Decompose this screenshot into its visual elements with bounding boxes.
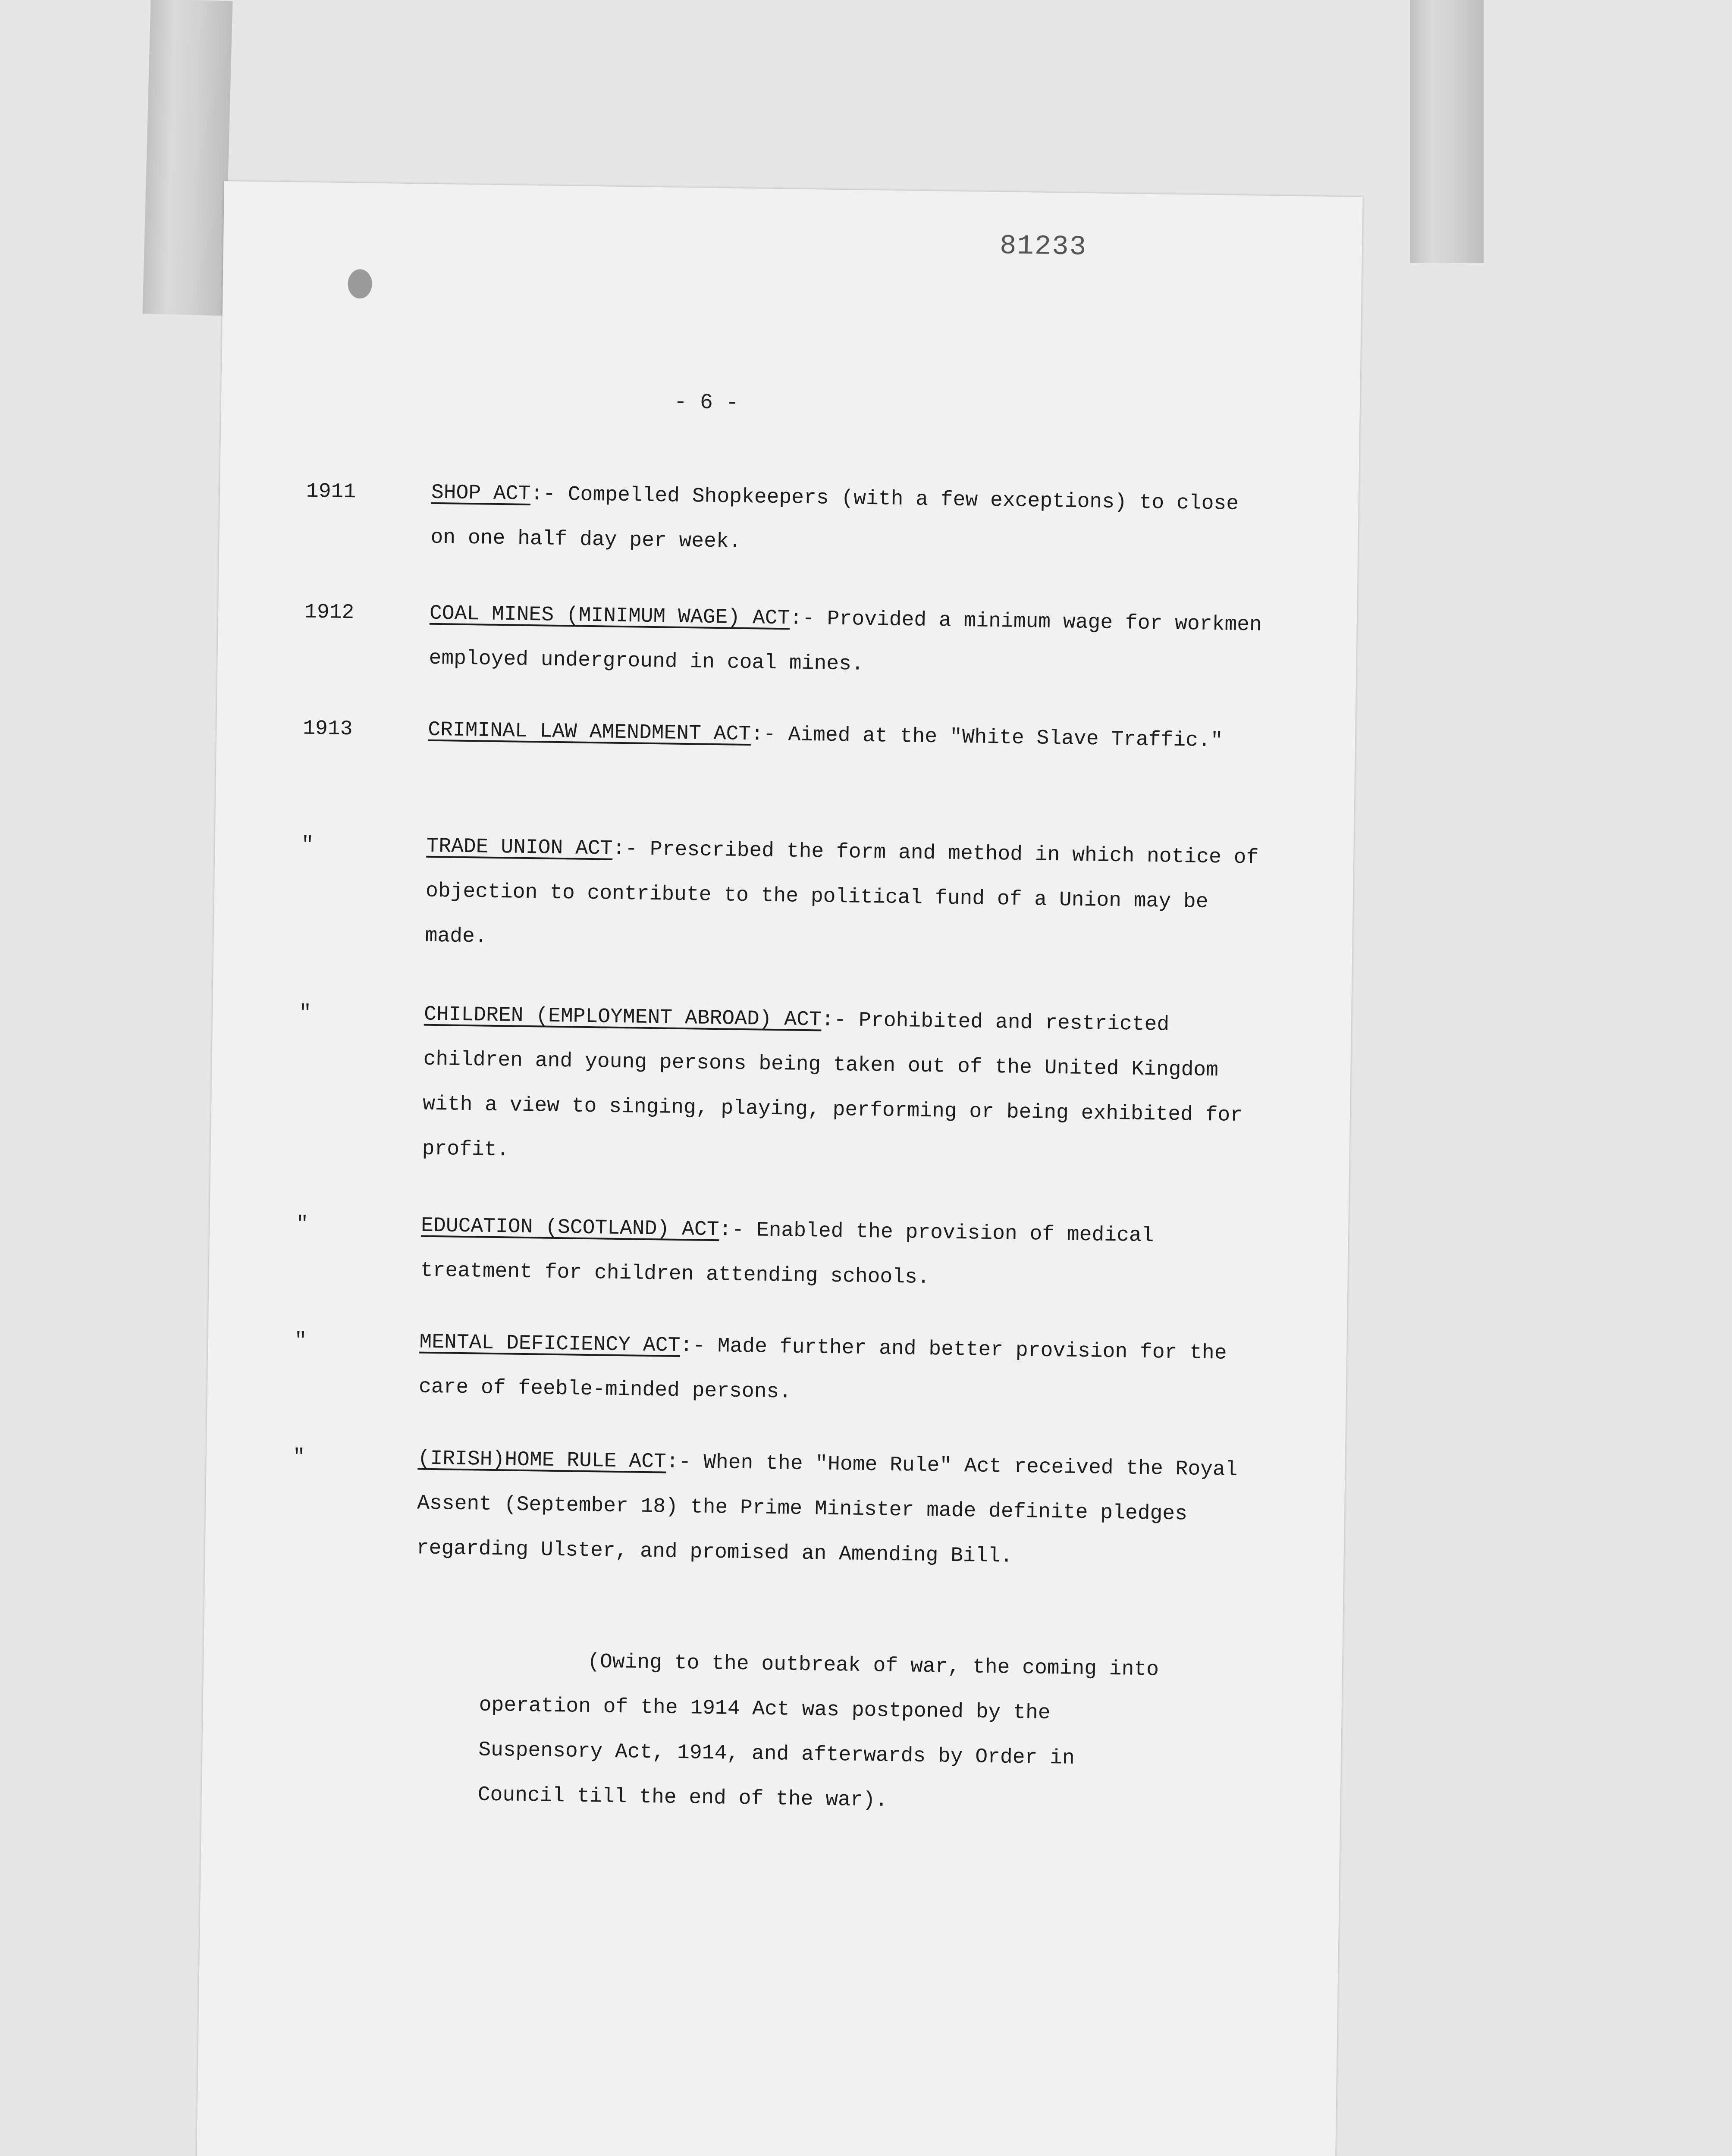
entry-body [425,824,1268,970]
page-number: - 6 - [674,390,739,416]
act-title: EDUCATION (SCOTLAND) ACT [420,1214,719,1242]
document-number: 81233 [999,231,1087,263]
act-entry [210,1212,1349,1290]
entry-body [416,1436,1259,1583]
act-title: CRIMINAL LAW AMENDMENT ACT [427,718,751,746]
entry-year: " [292,1445,305,1469]
act-description: :- Made further and better provision for the care of feeble-minded persons. [418,1334,1227,1404]
entry-body [430,470,1273,572]
act-description: :- Prohibited and restricted children and young persons being taken out of the United Kingdom with a view to singing, playing, performing or being exhibited for profit. [422,1008,1243,1162]
act-description: :- Aimed at the "White Slave Traffic." [750,723,1223,753]
act-description: :- Enabled the provision of medical treatment for children attending schools. [420,1218,1154,1290]
act-title: (IRISH)HOME RULE ACT [417,1447,667,1474]
act-title: CHILDREN (EMPLOYMENT ABROAD) ACT [424,1003,822,1032]
war-note-text: (Owing to the outbreak of war, the coming into operation of the 1914 Act was postponed by the Suspensory Act, 1914, and afterwards by Order in Council till the end of the war). [477,1650,1159,1812]
act-title: MENTAL DEFICIENCY ACT [419,1330,681,1358]
act-entry [208,1328,1347,1404]
entry-year: " [295,1213,309,1236]
act-description: :- Provided a minimum wage for workmen employed underground in coal mines. [429,607,1262,676]
entry-year: 1913 [302,717,353,741]
entry-body [429,591,1271,693]
act-entry [213,1000,1351,1162]
war-note [204,1634,1343,1812]
act-title: SHOP ACT [431,481,531,506]
act-title: TRADE UNION ACT [426,834,613,861]
document-sheet [196,181,1362,2156]
act-entry [207,1445,1345,1568]
entry-body [428,708,1269,764]
act-entry [215,832,1354,949]
entry-year: " [298,1001,312,1025]
act-description: :- When the "Home Rule" Act received the Royal Assent (September 18) the Prime Minister made definite pledges regarding Ulster, and promised an Amending Bill. [416,1450,1238,1568]
entry-year: 1911 [306,479,356,504]
entry-body [422,992,1265,1183]
act-description: :- Prescribed the form and method in which notice of objection to contribute to the political fund of a Union may be made. [425,837,1259,949]
entry-year: " [294,1329,307,1353]
entry-year: " [301,833,314,857]
act-description: :- Compelled Shopkeepers (with a few exceptions) to close on one half day per week. [430,482,1239,554]
act-entry [218,599,1357,676]
tape-strip [1410,0,1484,263]
act-entry [220,479,1359,554]
tape-strip [142,0,232,316]
entry-body [418,1320,1261,1421]
act-title: COAL MINES (MINIMUM WAGE) ACT [429,602,790,630]
entry-year: 1912 [304,600,355,625]
act-entry [217,716,1355,753]
entry-body [420,1203,1262,1305]
punch-hole [348,269,372,299]
